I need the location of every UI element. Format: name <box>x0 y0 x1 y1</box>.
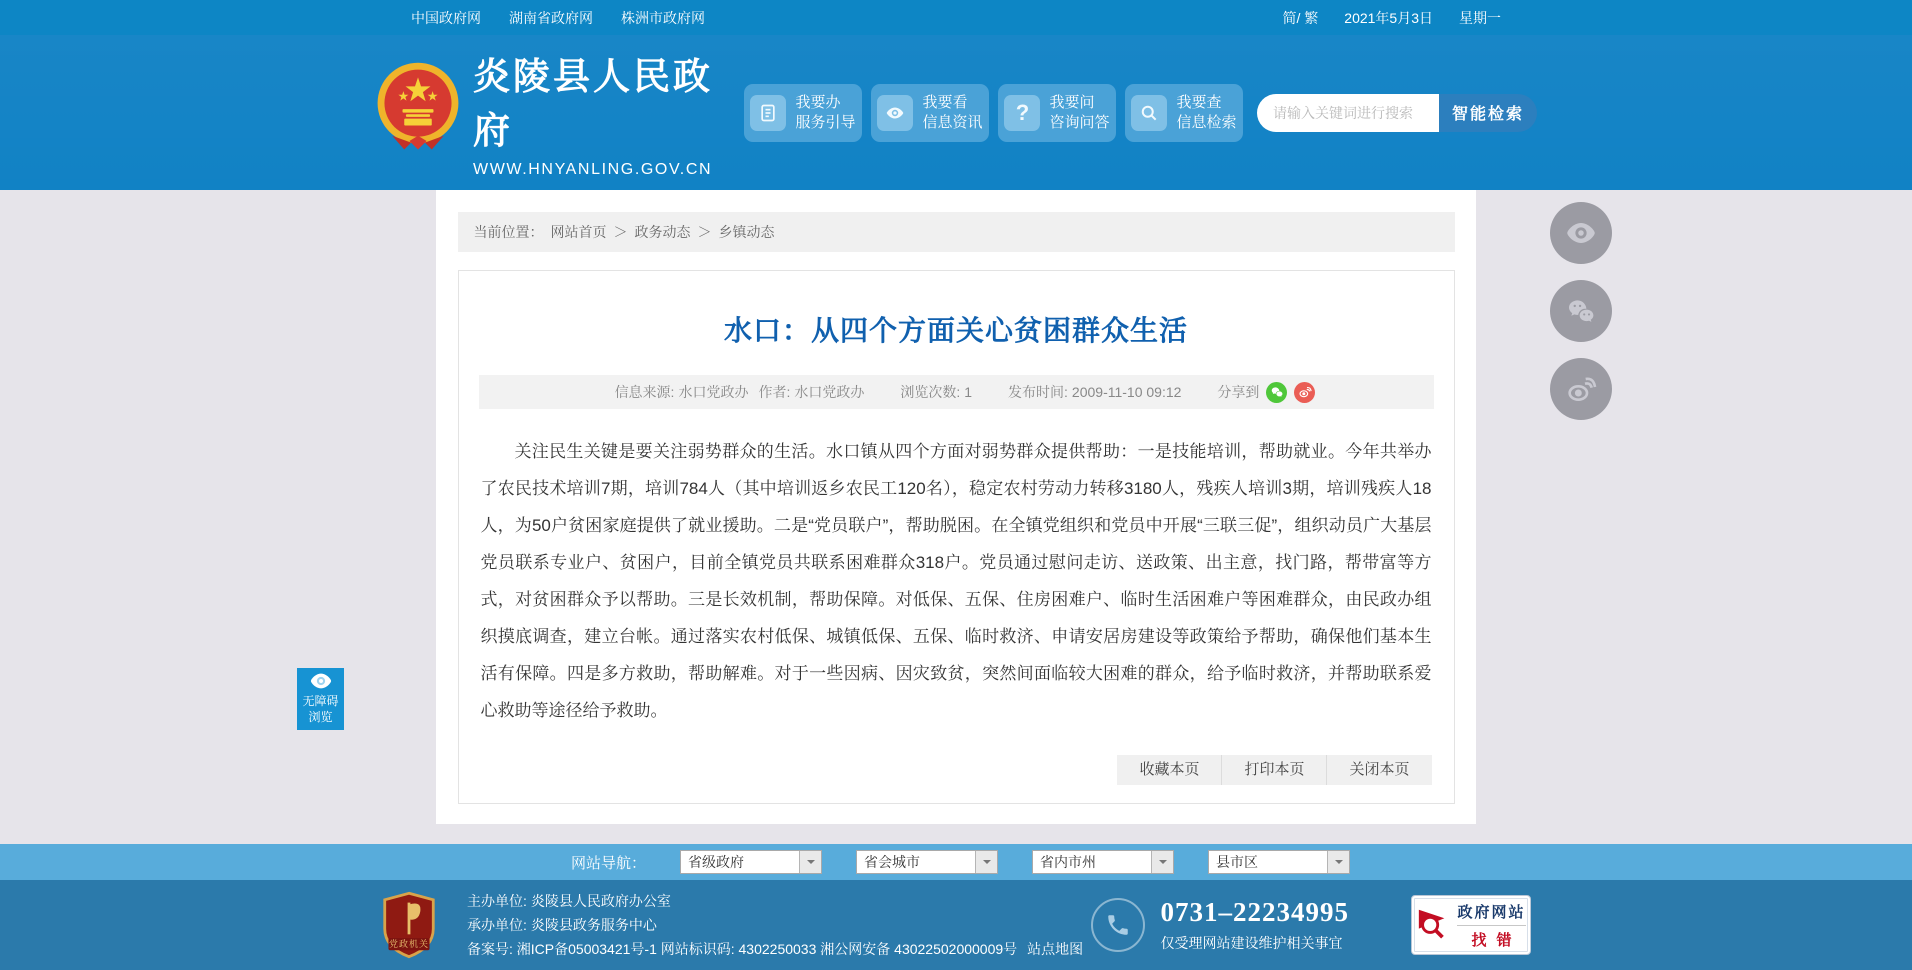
chevron-down-icon <box>1151 851 1173 873</box>
current-weekday: 星期一 <box>1459 9 1501 26</box>
breadcrumb-home[interactable]: 网站首页 <box>550 224 607 240</box>
error-report-icon <box>1416 906 1450 945</box>
footer-icp-line: 备案号: 湘ICP备05003421号-1 网站标识码: 4302250033 湘公网安备 43022502000009号 站点地图 <box>467 937 1083 961</box>
main-area <box>0 190 1912 844</box>
select-province-cities[interactable]: 省内市州 <box>1032 850 1174 874</box>
site-title: 炎陵县人民政府 <box>473 56 713 151</box>
floating-toolbar <box>1550 202 1612 420</box>
site-search <box>1257 94 1537 132</box>
breadcrumb-label: 当前位置： <box>473 224 544 240</box>
breadcrumb-separator: ＞ <box>697 224 712 240</box>
article-title: 水口：从四个方面关心贫困群众生活 <box>723 315 1188 346</box>
article-card <box>458 270 1455 804</box>
bookmark-page-button[interactable]: 收藏本页 <box>1117 755 1221 785</box>
link-hunan-gov[interactable]: 湖南省政府网 <box>509 9 593 26</box>
site-nav-label: 网站导航： <box>571 854 647 872</box>
quick-button-label: 我要办 服务引导 <box>795 93 856 131</box>
link-zhuzhou-gov[interactable]: 株洲市政府网 <box>621 9 705 26</box>
select-provincial-gov[interactable]: 省级政府 <box>680 850 822 874</box>
meta-views: 浏览次数: 1 <box>900 384 973 400</box>
national-emblem-icon <box>375 60 461 165</box>
footer-host-line: 主办单位: 炎陵县人民政府办公室 <box>467 893 671 909</box>
select-counties[interactable]: 县市区 <box>1208 850 1350 874</box>
footer-phone-group <box>1091 897 1350 953</box>
breadcrumb-gov-news[interactable]: 政务动态 <box>634 224 691 240</box>
current-date: 2021年5月3日 <box>1344 9 1433 26</box>
error-badge-title: 政府网站 <box>1457 903 1526 921</box>
quick-button-label: 我要查 信息检索 <box>1176 93 1237 131</box>
site-logo[interactable] <box>375 46 720 179</box>
lang-toggle[interactable]: 简/ 繁 <box>1282 9 1319 26</box>
footer-phone-number: 0731–22234995 <box>1160 897 1349 927</box>
smart-search-button[interactable]: 智能检索 <box>1439 94 1537 132</box>
weibo-share-icon[interactable] <box>1294 382 1315 403</box>
gov-site-error-report-badge[interactable] <box>1411 895 1531 955</box>
sitemap-link[interactable]: 站点地图 <box>1027 941 1084 957</box>
footer-phone-note: 仅受理网站建设维护相关事宜 <box>1160 935 1343 951</box>
breadcrumb <box>458 212 1455 252</box>
quick-button-label: 我要问 咨询问答 <box>1049 93 1110 131</box>
chevron-down-icon <box>1327 851 1349 873</box>
accessibility-eye-button[interactable] <box>1550 202 1612 264</box>
site-header <box>0 35 1912 190</box>
chevron-down-icon <box>975 851 997 873</box>
weibo-button[interactable] <box>1550 358 1612 420</box>
site-footer <box>0 880 1912 970</box>
question-icon: ? <box>1004 95 1040 131</box>
accessibility-browse-button[interactable] <box>297 668 344 730</box>
top-link-bar <box>0 0 1912 35</box>
share-label: 分享到 <box>1217 384 1260 400</box>
button-i-want-to-apply[interactable] <box>744 84 862 142</box>
breadcrumb-separator: ＞ <box>613 224 628 240</box>
chevron-down-icon <box>799 851 821 873</box>
close-page-button[interactable]: 关闭本页 <box>1326 755 1431 785</box>
breadcrumb-township-news[interactable]: 乡镇动态 <box>718 224 775 240</box>
wechat-icon <box>1565 295 1597 327</box>
button-i-want-to-view[interactable] <box>871 84 989 142</box>
document-icon <box>750 95 786 131</box>
meta-author: 作者: 水口党政办 <box>758 384 865 400</box>
phone-icon <box>1091 898 1145 952</box>
share-group <box>1217 382 1315 403</box>
accessibility-label: 无障碍 浏览 <box>302 694 339 724</box>
meta-source: 信息来源: 水口党政办 <box>614 384 749 400</box>
button-i-want-to-ask[interactable] <box>998 84 1116 142</box>
article-body: 关注民生关键是要关注弱势群众的生活。水口镇从四个方面对弱势群众提供帮助：一是技能培训，帮助就业。今年共举办了农民技术培训7期，培训784人（其中培训返乡农民工120名），稳定农村劳动力转移3180人，残疾人培训3期，培训残疾人18人，为50户贫困家庭提供了就业援助。二是“党员联户”，帮助脱困。在全镇党组织和党员中开展“三联三促”，组织动员广大基层党员联系专业户、贫困户，目前全镇党员共联系困难群众318户。党员通过慰问走访、送政策、出主意，找门路，帮带富等方式，对贫困群众予以帮助。三是长效机制，帮助保障。对低保、五保、住房困难户、临时生活困难户等困难群众，由民政办组织摸底调查，建立台帐。通过落实农村低保、城镇低保、五保、临时救济、申请安居房建设等政策给予帮助，确保他们基本生活有保障。四是多方救助，帮助解难。对于一些因病、因灾致贫，突然间面临较大困难的群众，给予临时救济，并帮助联系爱心救助等途径给予救助。 <box>480 442 1432 720</box>
party-gov-badge[interactable] <box>381 891 437 959</box>
link-china-gov[interactable]: 中国政府网 <box>411 9 481 26</box>
select-capital-cities[interactable]: 省会城市 <box>856 850 998 874</box>
print-page-button[interactable]: 打印本页 <box>1221 755 1326 785</box>
weibo-icon <box>1565 373 1597 405</box>
site-url: WWW.HNYANLING.GOV.CN <box>473 161 713 178</box>
button-i-want-to-search[interactable] <box>1125 84 1243 142</box>
quick-service-buttons <box>744 84 1243 142</box>
eye-icon <box>310 673 332 689</box>
quick-button-label: 我要看 信息资讯 <box>922 93 983 131</box>
party-gov-badge-label: 党政机关 <box>388 939 429 949</box>
meta-publish-time: 发布时间: 2009-11-10 09:12 <box>1008 384 1182 400</box>
error-badge-subtitle: 找错 <box>1471 931 1522 949</box>
wechat-button[interactable] <box>1550 280 1612 342</box>
article-actions <box>481 755 1432 785</box>
footer-info <box>467 889 1083 961</box>
eye-icon <box>877 95 913 131</box>
article-meta-bar <box>479 375 1434 409</box>
magnifier-icon <box>1131 95 1167 131</box>
eye-icon <box>1566 222 1596 244</box>
gov-site-links <box>411 8 705 28</box>
wechat-share-icon[interactable] <box>1266 382 1287 403</box>
content-column <box>436 190 1476 824</box>
site-nav-bar <box>0 844 1912 880</box>
footer-organizer-line: 承办单位: 炎陵县政务服务中心 <box>467 917 657 933</box>
search-input[interactable] <box>1257 94 1439 132</box>
